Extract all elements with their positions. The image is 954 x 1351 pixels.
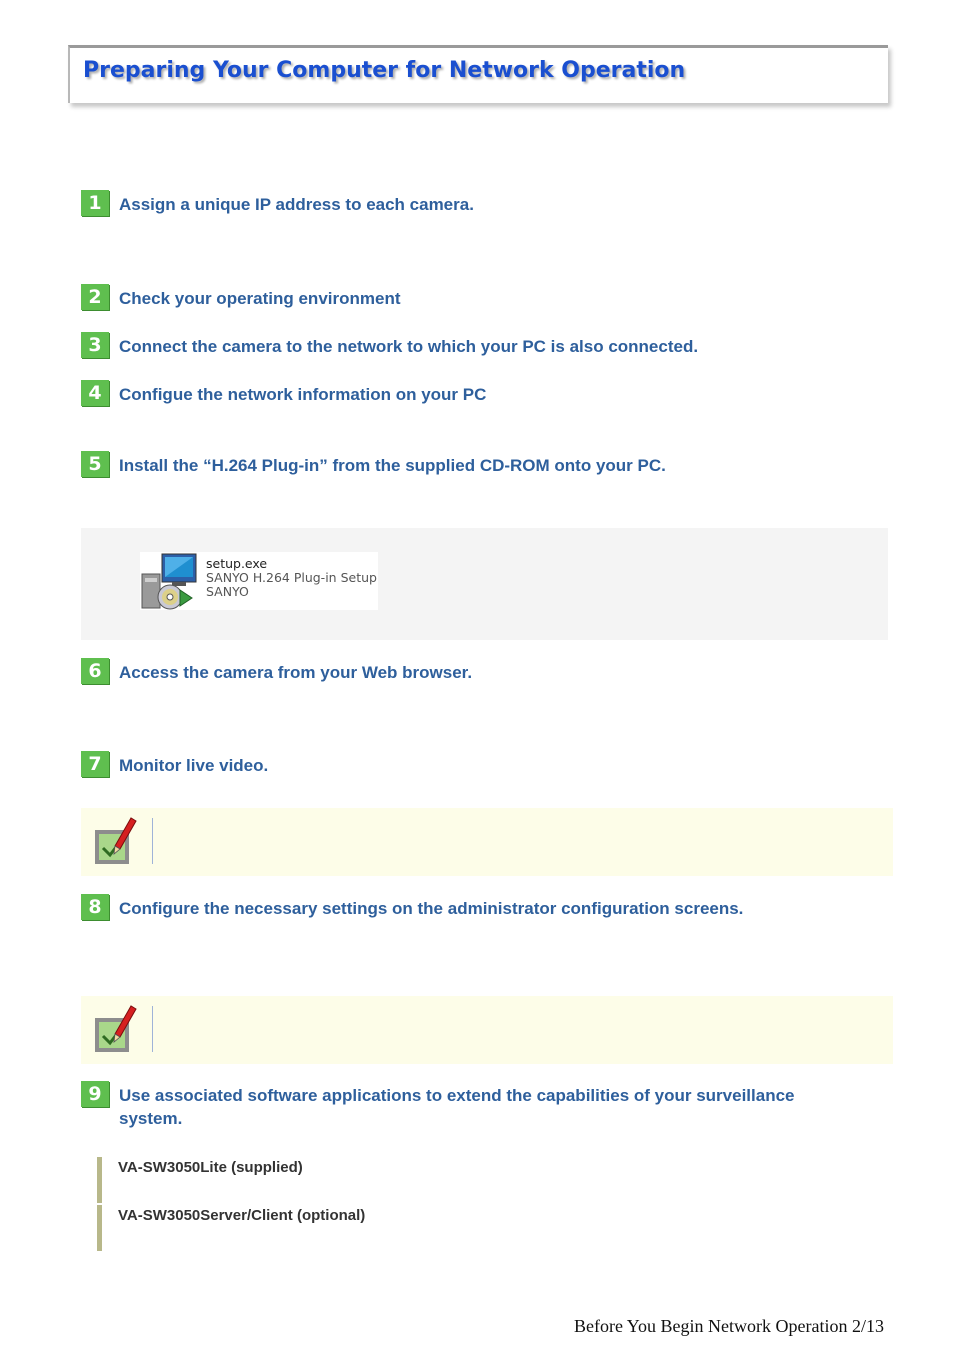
- note-divider: [152, 818, 153, 864]
- step-number-badge: 3: [81, 332, 109, 358]
- page-title-box: [68, 45, 888, 103]
- software-item-server-client: VA-SW3050Server/Client (optional): [118, 1207, 366, 1224]
- installer-cd-icon: [140, 552, 200, 610]
- step-text: Assign a unique IP address to each camera.: [119, 195, 474, 214]
- step-text: Monitor live video.: [119, 756, 269, 775]
- step-text: Configure the necessary settings on the administrator configuration screens.: [119, 899, 744, 918]
- step-text: Access the camera from your Web browser.: [119, 663, 473, 682]
- software-item-bar: [97, 1205, 102, 1251]
- step-number-badge: 8: [81, 894, 109, 920]
- software-item-lite: VA-SW3050Lite (supplied): [118, 1159, 303, 1176]
- step-number-badge: 5: [81, 451, 109, 477]
- note-box: [81, 996, 893, 1064]
- setup-description: SANYO H.264 Plug-in Setup: [206, 570, 377, 585]
- step-number-badge: 2: [81, 284, 109, 310]
- step-number-badge: 4: [81, 380, 109, 406]
- step-number-badge: 9: [81, 1081, 109, 1107]
- note-divider: [152, 1006, 153, 1052]
- step-text: Check your operating environment: [119, 289, 401, 308]
- setup-file-details: [206, 557, 377, 599]
- setup-filename: setup.exe: [206, 556, 268, 571]
- step-text: Use associated software applications to extend the capabilities of your surveillance system.: [119, 1086, 795, 1128]
- step-number-badge: 7: [81, 751, 109, 777]
- software-item-bar: [97, 1157, 102, 1203]
- setup-company: SANYO: [206, 584, 249, 599]
- note-box: [81, 808, 893, 876]
- step-number-badge: 1: [81, 190, 109, 216]
- page-footer: Before You Begin Network Operation 2/13: [574, 1316, 884, 1336]
- memo-pencil-icon: [93, 814, 137, 866]
- step-text: Connect the camera to the network to which your PC is also connected.: [119, 337, 699, 356]
- step-text: Install the “H.264 Plug-in” from the supplied CD-ROM onto your PC.: [119, 456, 666, 475]
- step-number-badge: 6: [81, 658, 109, 684]
- setup-file-entry[interactable]: [140, 552, 378, 610]
- memo-pencil-icon: [93, 1002, 137, 1054]
- page-title: Preparing Your Computer for Network Operation: [83, 58, 686, 83]
- step-text: Configue the network information on your PC: [119, 385, 487, 404]
